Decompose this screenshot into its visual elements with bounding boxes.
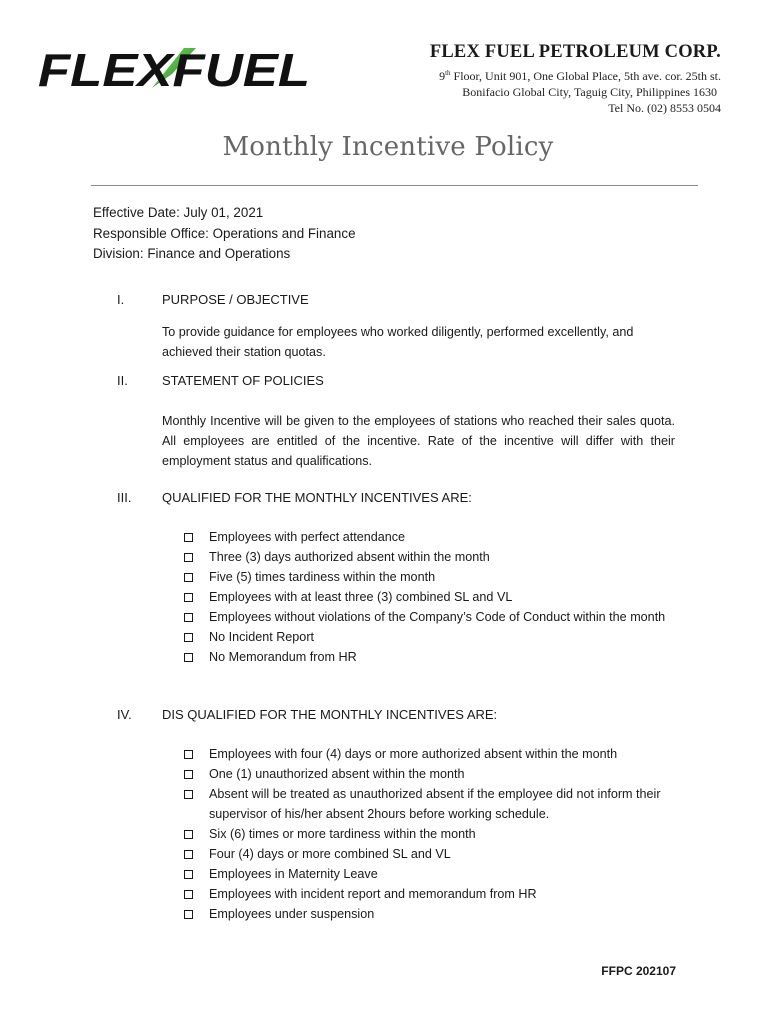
checkbox-icon [184, 633, 193, 642]
list-item: Employees with perfect attendance [184, 527, 684, 547]
checkbox-icon [184, 613, 193, 622]
division: Division: Finance and Operations [93, 246, 291, 261]
section-4-heading: IV. DIS QUALIFIED FOR THE MONTHLY INCENTIVES ARE: [117, 707, 498, 722]
qualified-list [184, 527, 684, 667]
list-item: No Memorandum from HR [184, 647, 684, 667]
checkbox-icon [184, 850, 193, 859]
checkbox-icon [184, 573, 193, 582]
document-code: FFPC 202107 [601, 964, 676, 978]
section-2-text: Monthly Incentive will be given to the employees of stations who reached their sales quota. All employees are entitled of the incentive. Rate of the incentive will differ with their employment status and qualifications. [162, 414, 675, 468]
effective-date: Effective Date: July 01, 2021 [93, 205, 264, 220]
checkbox-icon [184, 910, 193, 919]
address-line-2: Bonifacio Global City, Taguig City, Philippines 1630 [462, 85, 717, 99]
company-block [430, 42, 721, 116]
list-item: One (1) unauthorized absent within the month [184, 764, 684, 784]
title-divider [91, 185, 698, 186]
section-3-heading: III. QUALIFIED FOR THE MONTHLY INCENTIVES ARE: [117, 490, 472, 505]
list-item: Four (4) days or more combined SL and VL [184, 844, 684, 864]
checkbox-icon [184, 533, 193, 542]
flexfuel-logo [34, 44, 314, 92]
list-item: Employees with at least three (3) combined SL and VL [184, 587, 684, 607]
checkbox-icon [184, 770, 193, 779]
list-item: No Incident Report [184, 627, 684, 647]
logo-wordmark: FLEXFUEL [38, 44, 310, 92]
list-item: Employees with four (4) days or more authorized absent within the month [184, 744, 684, 764]
document-meta [93, 203, 356, 265]
list-item: Six (6) times or more tardiness within the month [184, 824, 684, 844]
document-title: Monthly Incentive Policy [222, 132, 554, 162]
list-item: Employees with incident report and memorandum from HR [184, 884, 684, 904]
address-line-1: 9th Floor, Unit 901, One Global Place, 5th ave. cor. 25th st. [439, 69, 721, 83]
checkbox-icon [184, 593, 193, 602]
checkbox-icon [184, 830, 193, 839]
list-item: Employees without violations of the Company’s Code of Conduct within the month [184, 607, 684, 627]
list-item: Absent will be treated as unauthorized absent if the employee did not inform their supervisor of his/her absent 2hours before working schedule. [184, 784, 684, 824]
list-item: Employees under suspension [184, 904, 684, 924]
telephone: Tel No. (02) 8553 0504 [608, 101, 721, 115]
checkbox-icon [184, 653, 193, 662]
list-item: Employees in Maternity Leave [184, 864, 684, 884]
section-1-heading: I. PURPOSE / OBJECTIVE [117, 292, 309, 307]
section-1-text: To provide guidance for employees who worked diligently, performed excellently, and achieved their station quotas. [162, 325, 634, 359]
list-item: Five (5) times tardiness within the month [184, 567, 684, 587]
checkbox-icon [184, 870, 193, 879]
list-item: Three (3) days authorized absent within the month [184, 547, 684, 567]
disqualified-list [184, 744, 684, 924]
checkbox-icon [184, 890, 193, 899]
responsible-office: Responsible Office: Operations and Finance [93, 225, 356, 241]
section-2-heading: II. STATEMENT OF POLICIES [117, 373, 324, 388]
company-name: FLEX FUEL PETROLEUM CORP. [429, 42, 721, 62]
checkbox-icon [184, 790, 193, 799]
checkbox-icon [184, 553, 193, 562]
checkbox-icon [184, 750, 193, 759]
